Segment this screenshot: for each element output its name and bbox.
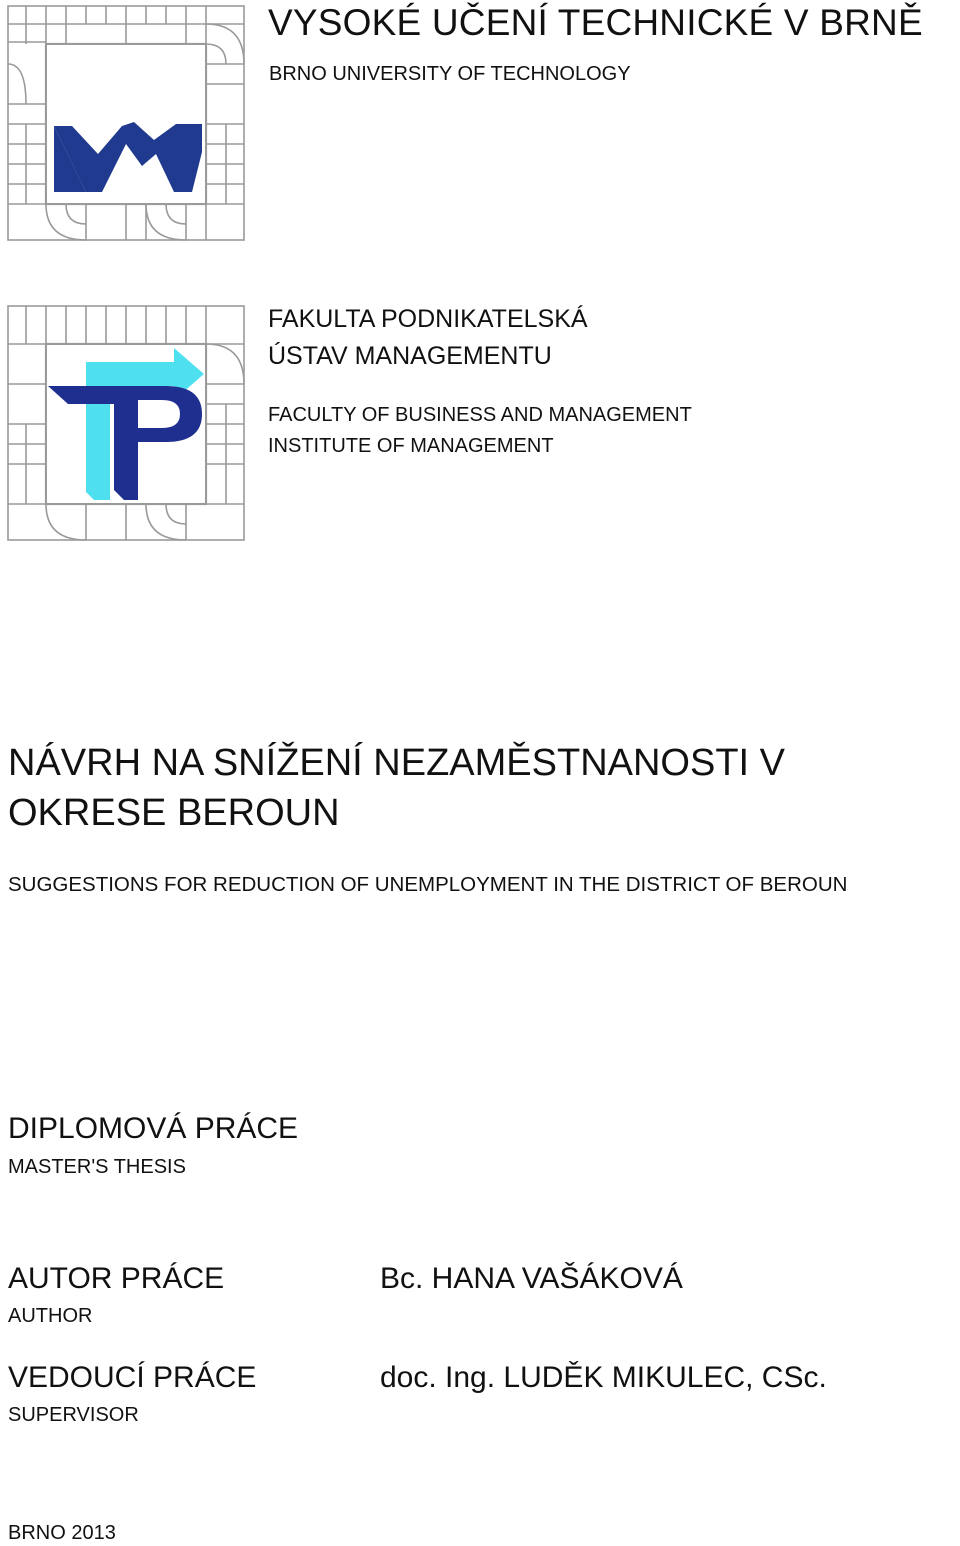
institute-name-en: INSTITUTE OF MANAGEMENT (268, 435, 554, 457)
faculty-name-en: FACULTY OF BUSINESS AND MANAGEMENT (268, 404, 692, 426)
supervisor-name: doc. Ing. LUDĚK MIKULEC, CSc. (380, 1361, 827, 1394)
university-name-en: BRNO UNIVERSITY OF TECHNOLOGY (269, 63, 631, 85)
supervisor-label-cz: VEDOUCÍ PRÁCE (8, 1361, 257, 1394)
institute-name-cz: ÚSTAV MANAGEMENTU (268, 342, 552, 370)
thesis-title-cz-line1: NÁVRH NA SNÍŽENÍ NEZAMĚSTNANOSTI V (8, 742, 785, 784)
place-year: BRNO 2013 (8, 1522, 116, 1544)
faculty-logo-icon (6, 304, 246, 542)
supervisor-label-en: SUPERVISOR (8, 1404, 139, 1426)
thesis-title-cz-line2: OKRESE BEROUN (8, 792, 340, 834)
thesis-title-en: SUGGESTIONS FOR REDUCTION OF UNEMPLOYMENT IN THE DISTRICT OF BEROUN (8, 873, 848, 896)
thesis-type-cz: DIPLOMOVÁ PRÁCE (8, 1112, 299, 1145)
author-label-en: AUTHOR (8, 1305, 93, 1327)
thesis-type-en: MASTER'S THESIS (8, 1156, 186, 1178)
faculty-name-cz: FAKULTA PODNIKATELSKÁ (268, 305, 588, 333)
author-label-cz: AUTOR PRÁCE (8, 1262, 225, 1295)
university-logo-icon (6, 4, 246, 242)
university-name-cz: VYSOKÉ UČENÍ TECHNICKÉ V BRNĚ (268, 2, 923, 43)
author-name: Bc. HANA VAŠÁKOVÁ (380, 1262, 683, 1295)
